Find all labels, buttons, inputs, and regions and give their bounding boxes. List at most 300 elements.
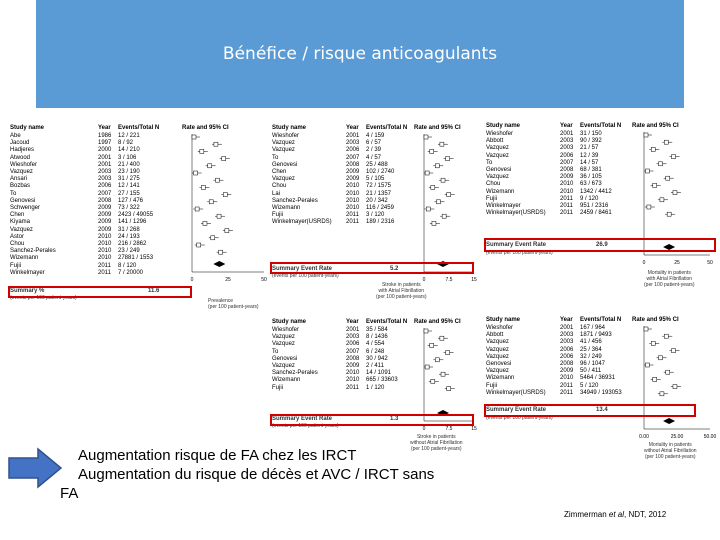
axis-tick-label: 0 <box>190 277 194 283</box>
summary-label: Summary Event Rate <box>272 266 333 272</box>
point-estimate <box>440 142 444 146</box>
study-cell: Atwood <box>10 154 31 161</box>
panel-c-summary-highlight <box>484 238 716 252</box>
events-cell: 96 / 1047 <box>580 361 606 368</box>
study-cell: Wizemann <box>486 375 515 382</box>
year-cell: 2010 <box>560 188 574 195</box>
year-cell: 2001 <box>560 131 574 137</box>
axis-tick-label: 0 <box>642 260 646 266</box>
events-cell: 116 / 2459 <box>366 205 394 212</box>
forest-panel-stroke-no-af <box>270 318 482 460</box>
year-cell: 2010 <box>98 241 112 248</box>
header-events: Events/Total N <box>580 123 622 129</box>
events-cell: 34949 / 193053 <box>580 389 622 396</box>
axis-tick-label: 0 <box>422 426 426 432</box>
point-estimate <box>644 133 648 137</box>
year-cell: 2003 <box>560 145 574 152</box>
study-cell: Abbott <box>486 138 504 145</box>
events-cell: 35 / 584 <box>366 327 388 333</box>
axis-tick-label: 15 <box>471 277 477 283</box>
study-cell: Vazquez <box>10 169 33 176</box>
study-cell: Vazquez <box>272 147 295 154</box>
year-cell: 1986 <box>98 133 112 139</box>
panel-e-summary-note: (events per 100 patient-years) <box>486 415 553 421</box>
point-estimate <box>653 183 657 187</box>
header-study: Study name <box>272 319 307 325</box>
axis-tick-label: 0.00 <box>639 434 649 440</box>
header-events: Events/Total N <box>118 125 160 131</box>
footer-line: without Atrial Fibrillation <box>410 440 463 446</box>
year-cell: 2009 <box>560 174 574 181</box>
panel-e-summary-highlight <box>484 404 696 417</box>
year-cell: 2009 <box>346 363 360 370</box>
point-estimate <box>447 193 451 197</box>
year-cell: 2009 <box>346 176 360 183</box>
citation-etal: et al <box>608 510 625 519</box>
events-cell: 3 / 106 <box>118 154 137 161</box>
year-cell: 2008 <box>560 361 574 368</box>
events-cell: 12 / 221 <box>118 133 140 139</box>
point-estimate <box>664 140 668 144</box>
panel-b-summary-note: (events per 100 patient-years) <box>272 273 339 279</box>
year-cell: 2010 <box>560 375 574 382</box>
year-cell: 2011 <box>346 384 359 391</box>
events-cell: 1871 / 9493 <box>580 332 612 339</box>
study-cell: Vazquez <box>272 176 295 183</box>
year-cell: 2008 <box>346 355 360 362</box>
year-cell: 2011 <box>560 210 573 217</box>
forest-panel-stroke-af <box>270 124 482 302</box>
study-cell: Chou <box>10 241 25 248</box>
study-cell: To <box>272 348 279 355</box>
year-cell: 2000 <box>98 147 112 154</box>
point-estimate <box>223 193 227 197</box>
header-year: Year <box>560 317 573 323</box>
point-estimate <box>653 377 657 381</box>
events-cell: 102 / 2740 <box>366 169 395 176</box>
events-cell: 4 / 57 <box>366 154 382 161</box>
study-cell: Fujii <box>486 382 498 389</box>
point-estimate <box>430 343 434 347</box>
header-rate: Rate and 95% CI <box>414 125 461 131</box>
point-estimate <box>424 329 428 333</box>
summary-value: 5.2 <box>390 266 399 272</box>
study-cell: Vazquez <box>10 226 33 233</box>
point-estimate <box>222 157 226 161</box>
panel-b-footer <box>376 282 427 300</box>
study-cell: Vazquez <box>272 363 295 370</box>
study-cell: Abbott <box>486 332 504 339</box>
summary-label: Summary Event Rate <box>486 407 547 413</box>
year-cell: 2010 <box>98 233 112 240</box>
axis-tick-label: 7.5 <box>445 277 453 283</box>
events-cell: 50 / 411 <box>580 368 602 375</box>
study-cell: Genovesi <box>272 355 298 362</box>
point-estimate <box>192 135 196 139</box>
events-cell: 1 / 120 <box>366 384 385 391</box>
study-cell: Vazquez <box>486 174 509 181</box>
events-cell: 24 / 193 <box>118 233 140 240</box>
study-cell: Wizemann <box>272 377 301 384</box>
events-cell: 9 / 120 <box>580 195 599 202</box>
year-cell: 2001 <box>560 325 574 331</box>
study-cell: Wieshofer <box>486 131 514 137</box>
study-cell: Sanchez-Perales <box>272 197 318 204</box>
year-cell: 2009 <box>98 219 112 226</box>
year-cell: 2003 <box>98 169 112 176</box>
year-cell: 2010 <box>346 377 360 384</box>
point-estimate <box>436 200 440 204</box>
point-estimate <box>431 185 435 189</box>
year-cell: 2009 <box>346 169 360 176</box>
point-estimate <box>447 387 451 391</box>
forest-panel-mortality-no-af <box>484 316 716 466</box>
events-cell: 21 / 57 <box>580 145 599 152</box>
study-cell: Vazquez <box>272 341 295 348</box>
year-cell: 2003 <box>560 339 574 346</box>
study-cell: To <box>272 154 279 161</box>
year-cell: 2011 <box>560 382 573 389</box>
year-cell: 2007 <box>98 190 112 197</box>
study-cell: To <box>486 159 493 166</box>
point-estimate <box>651 147 655 151</box>
forest-panel-prevalence <box>8 124 270 310</box>
study-cell: Fujii <box>272 212 284 219</box>
header-study: Study name <box>272 125 307 131</box>
footer-line: Mortality in patients <box>647 270 691 276</box>
events-cell: 41 / 456 <box>580 339 602 346</box>
year-cell: 2011 <box>560 195 573 202</box>
summary-value: 11.6 <box>148 288 160 294</box>
footer-line: (per 100 patient-years) <box>644 454 696 460</box>
summary-label: Summary Event Rate <box>486 242 547 248</box>
point-estimate <box>424 135 428 139</box>
axis-tick-label: 25 <box>674 260 680 266</box>
study-cell: Kiyama <box>10 219 31 226</box>
panel-a-header <box>8 124 231 133</box>
panel-a-summary-highlight <box>8 286 192 298</box>
point-estimate <box>209 200 213 204</box>
year-cell: 1997 <box>98 140 112 147</box>
year-cell: 2010 <box>346 190 360 197</box>
year-cell: 2008 <box>560 167 574 174</box>
point-estimate <box>435 358 439 362</box>
study-cell: Vazquez <box>486 353 509 360</box>
year-cell: 2009 <box>98 212 112 219</box>
conclusion-line-2: Augmentation du risque de décès et AVC / IRCT sans <box>78 466 435 483</box>
events-cell: 25 / 364 <box>580 346 602 353</box>
study-cell: Jacoud <box>10 140 30 147</box>
events-cell: 4 / 554 <box>366 341 385 348</box>
events-cell: 6 / 57 <box>366 140 382 147</box>
year-cell: 2001 <box>98 154 112 161</box>
forest-panel-mortality-af <box>484 122 716 292</box>
events-cell: 2 / 411 <box>366 363 384 370</box>
year-cell: 2007 <box>346 154 360 161</box>
axis-tick-label: 50 <box>707 260 713 266</box>
events-cell: 14 / 210 <box>118 147 140 154</box>
point-estimate <box>431 379 435 383</box>
panel-e-header <box>484 316 681 325</box>
panel-b-header <box>270 124 463 133</box>
year-cell: 2006 <box>346 147 360 154</box>
study-cell: Sanchez-Perales <box>10 248 56 255</box>
header-rate: Rate and 95% CI <box>632 317 679 323</box>
year-cell: 2010 <box>98 248 112 255</box>
point-estimate <box>660 392 664 396</box>
summary-value: 1.3 <box>390 416 399 422</box>
year-cell: 2006 <box>346 341 360 348</box>
axis-tick-label: 0 <box>422 277 426 283</box>
events-cell: 31 / 150 <box>580 131 602 137</box>
point-estimate <box>425 365 429 369</box>
year-cell: 2008 <box>98 197 112 204</box>
point-estimate <box>197 243 201 247</box>
events-cell: 5 / 105 <box>366 176 385 183</box>
study-cell: Vazquez <box>486 346 509 353</box>
point-estimate <box>426 207 430 211</box>
point-estimate <box>645 169 649 173</box>
events-cell: 2459 / 8461 <box>580 210 612 217</box>
conclusion-line-3: FA <box>60 485 79 502</box>
year-cell: 2007 <box>346 348 360 355</box>
year-cell: 2006 <box>98 183 112 190</box>
point-estimate <box>432 221 436 225</box>
citation <box>564 510 666 519</box>
study-cell: Vazquez <box>486 339 509 346</box>
events-cell: 27 / 155 <box>118 190 140 197</box>
footer-line: with Atrial Fibrillation <box>378 288 425 294</box>
events-cell: 63 / 673 <box>580 181 602 188</box>
citation-prefix: Zimmerman <box>564 510 609 519</box>
slide-title-bar <box>36 0 684 108</box>
events-cell: 25 / 488 <box>366 161 388 168</box>
events-cell: 1342 / 4412 <box>580 188 612 195</box>
study-cell: Vazquez <box>486 152 509 159</box>
year-cell: 2006 <box>560 152 574 159</box>
axis-tick-label: 50.00 <box>703 434 717 440</box>
point-estimate <box>673 191 677 195</box>
events-cell: 32 / 249 <box>580 353 602 360</box>
panel-d-summary-note: (events per 100 patient-years) <box>272 423 339 429</box>
study-cell: Fujii <box>272 384 284 391</box>
year-cell: 2010 <box>98 255 112 262</box>
year-cell: 2001 <box>346 133 360 139</box>
year-cell: 2011 <box>98 269 111 276</box>
events-cell: 72 / 1575 <box>366 183 392 190</box>
year-cell: 2011 <box>346 219 359 226</box>
summary-label: Summary Event Rate <box>272 416 333 422</box>
study-cell: To <box>10 190 17 197</box>
events-cell: 14 / 1091 <box>366 370 392 377</box>
point-estimate <box>672 155 676 159</box>
events-cell: 3 / 120 <box>366 212 385 219</box>
footer-line: (per 100 patient-years) <box>410 446 462 452</box>
point-estimate <box>667 212 671 216</box>
header-year: Year <box>346 125 359 131</box>
year-cell: 2003 <box>346 334 360 341</box>
study-cell: Wieshofer <box>486 325 514 331</box>
study-cell: Genovesi <box>486 167 512 174</box>
panel-d-header <box>270 318 463 327</box>
point-estimate <box>666 176 670 180</box>
events-cell: 189 / 2316 <box>366 219 395 226</box>
axis-subtitle: (per 100 patient-years) <box>208 304 259 310</box>
point-estimate <box>214 142 218 146</box>
citation-suffix: , NDT, 2012 <box>624 510 667 519</box>
summary-diamond <box>663 418 675 424</box>
point-estimate <box>651 341 655 345</box>
point-estimate <box>672 349 676 353</box>
events-cell: 20 / 342 <box>366 197 388 204</box>
year-cell: 2003 <box>98 176 112 183</box>
study-cell: Chen <box>272 169 287 176</box>
study-cell: Hadjeres <box>10 147 35 154</box>
events-cell: 23 / 249 <box>118 248 140 255</box>
footer-line: (per 100 patient-years) <box>644 282 695 288</box>
point-estimate <box>673 385 677 389</box>
study-cell: Chou <box>486 181 501 188</box>
study-cell: Wizemann <box>272 205 301 212</box>
events-cell: 8 / 92 <box>118 140 134 147</box>
point-estimate <box>217 214 221 218</box>
events-cell: 4 / 159 <box>366 133 385 139</box>
year-cell: 2006 <box>560 353 574 360</box>
header-study: Study name <box>10 125 45 131</box>
panel-a-axis-title <box>208 298 259 310</box>
footer-line: Stroke in patients <box>416 434 456 440</box>
point-estimate <box>208 164 212 168</box>
events-cell: 23 / 190 <box>118 169 140 176</box>
year-cell: 2008 <box>346 161 360 168</box>
study-cell: Genovesi <box>486 361 512 368</box>
study-cell: Fujii <box>10 262 22 269</box>
study-cell: Wizemann <box>10 255 39 262</box>
point-estimate <box>660 198 664 202</box>
panel-c-header <box>484 122 681 131</box>
events-cell: 14 / 57 <box>580 159 599 166</box>
header-year: Year <box>98 125 111 131</box>
study-cell: Genovesi <box>272 161 298 168</box>
study-cell: Lai <box>272 190 281 197</box>
point-estimate <box>430 149 434 153</box>
events-cell: 127 / 476 <box>118 197 144 204</box>
events-cell: 36 / 105 <box>580 174 602 181</box>
events-cell: 6 / 248 <box>366 348 385 355</box>
panel-e-footer <box>644 442 697 460</box>
footer-line: without Atrial Fibrillation <box>644 448 697 454</box>
panel-c-footer <box>644 270 695 288</box>
events-cell: 21 / 1357 <box>366 190 392 197</box>
study-cell: Fujii <box>486 195 498 202</box>
point-estimate <box>446 351 450 355</box>
axis-tick-label: 7.5 <box>445 426 453 432</box>
study-cell: Wieshofer <box>272 327 300 333</box>
events-cell: 31 / 268 <box>118 226 140 233</box>
panel-a-summary-note: (events per 100 patient-years) <box>10 295 77 301</box>
summary-value: 13.4 <box>596 407 608 413</box>
panel-a-forest <box>188 134 268 284</box>
events-cell: 951 / 2316 <box>580 203 609 210</box>
point-estimate <box>194 171 198 175</box>
axis-tick-label: 25.00 <box>670 434 684 440</box>
axis-tick-label: 15 <box>471 426 477 432</box>
footer-line: Mortality in patients <box>648 442 692 448</box>
events-cell: 216 / 2862 <box>118 241 147 248</box>
events-cell: 12 / 39 <box>580 152 599 159</box>
year-cell: 2011 <box>346 212 359 219</box>
year-cell: 2007 <box>560 159 574 166</box>
year-cell: 2011 <box>560 389 573 396</box>
events-cell: 31 / 275 <box>118 176 140 183</box>
study-cell: Genovesi <box>10 197 36 204</box>
events-cell: 12 / 141 <box>118 183 140 190</box>
point-estimate <box>658 356 662 360</box>
year-cell: 2003 <box>560 138 574 145</box>
year-cell: 2009 <box>560 368 574 375</box>
study-cell: Chou <box>272 183 287 190</box>
year-cell: 2010 <box>346 183 360 190</box>
events-cell: 5464 / 36931 <box>580 375 616 382</box>
study-cell: Winkelmayer(USRDS) <box>486 389 546 396</box>
study-cell: Sanchez-Perales <box>272 370 318 377</box>
panel-c-summary-note: (events per 100 patient-years) <box>486 250 553 256</box>
study-cell: Vazquez <box>272 140 295 147</box>
events-cell: 2423 / 49055 <box>118 212 154 219</box>
study-cell: Winkelmayer(USRDS) <box>272 219 332 226</box>
header-year: Year <box>560 123 573 129</box>
year-cell: 2010 <box>346 197 360 204</box>
point-estimate <box>203 221 207 225</box>
header-year: Year <box>346 319 359 325</box>
header-rate: Rate and 95% CI <box>182 125 229 131</box>
header-study: Study name <box>486 123 521 129</box>
events-cell: 665 / 33603 <box>366 377 398 384</box>
year-cell: 2001 <box>346 327 360 333</box>
footer-line: (per 100 patient-years) <box>376 294 427 300</box>
header-events: Events/Total N <box>580 317 622 323</box>
study-cell: Ansari <box>10 176 28 183</box>
year-cell: 2006 <box>560 346 574 353</box>
conclusion-text <box>62 446 434 503</box>
study-cell: Vazquez <box>272 334 295 341</box>
events-cell: 21 / 400 <box>118 161 140 168</box>
events-cell: 73 / 322 <box>118 205 140 212</box>
events-cell: 30 / 942 <box>366 355 388 362</box>
point-estimate <box>211 236 215 240</box>
year-cell: 2010 <box>346 370 360 377</box>
study-cell: Winkelmayer <box>486 203 521 210</box>
point-estimate <box>425 171 429 175</box>
header-rate: Rate and 95% CI <box>414 319 461 325</box>
study-cell: Wieshofer <box>272 133 300 139</box>
header-rate: Rate and 95% CI <box>632 123 679 129</box>
study-cell: Vazquez <box>486 368 509 375</box>
header-study: Study name <box>486 317 521 323</box>
year-cell: 2010 <box>560 181 574 188</box>
year-cell: 2009 <box>98 205 112 212</box>
study-cell: Chen <box>10 212 25 219</box>
header-events: Events/Total N <box>366 125 408 131</box>
events-cell: 68 / 381 <box>580 167 602 174</box>
study-cell: Astor <box>10 233 25 240</box>
point-estimate <box>441 178 445 182</box>
slide-title: Bénéfice / risque anticoagulants <box>222 44 498 64</box>
year-cell: 2011 <box>560 203 573 210</box>
summary-value: 26.9 <box>596 242 608 248</box>
footer-line: with Atrial Fibrillation <box>646 276 693 282</box>
year-cell: 2001 <box>98 161 112 168</box>
